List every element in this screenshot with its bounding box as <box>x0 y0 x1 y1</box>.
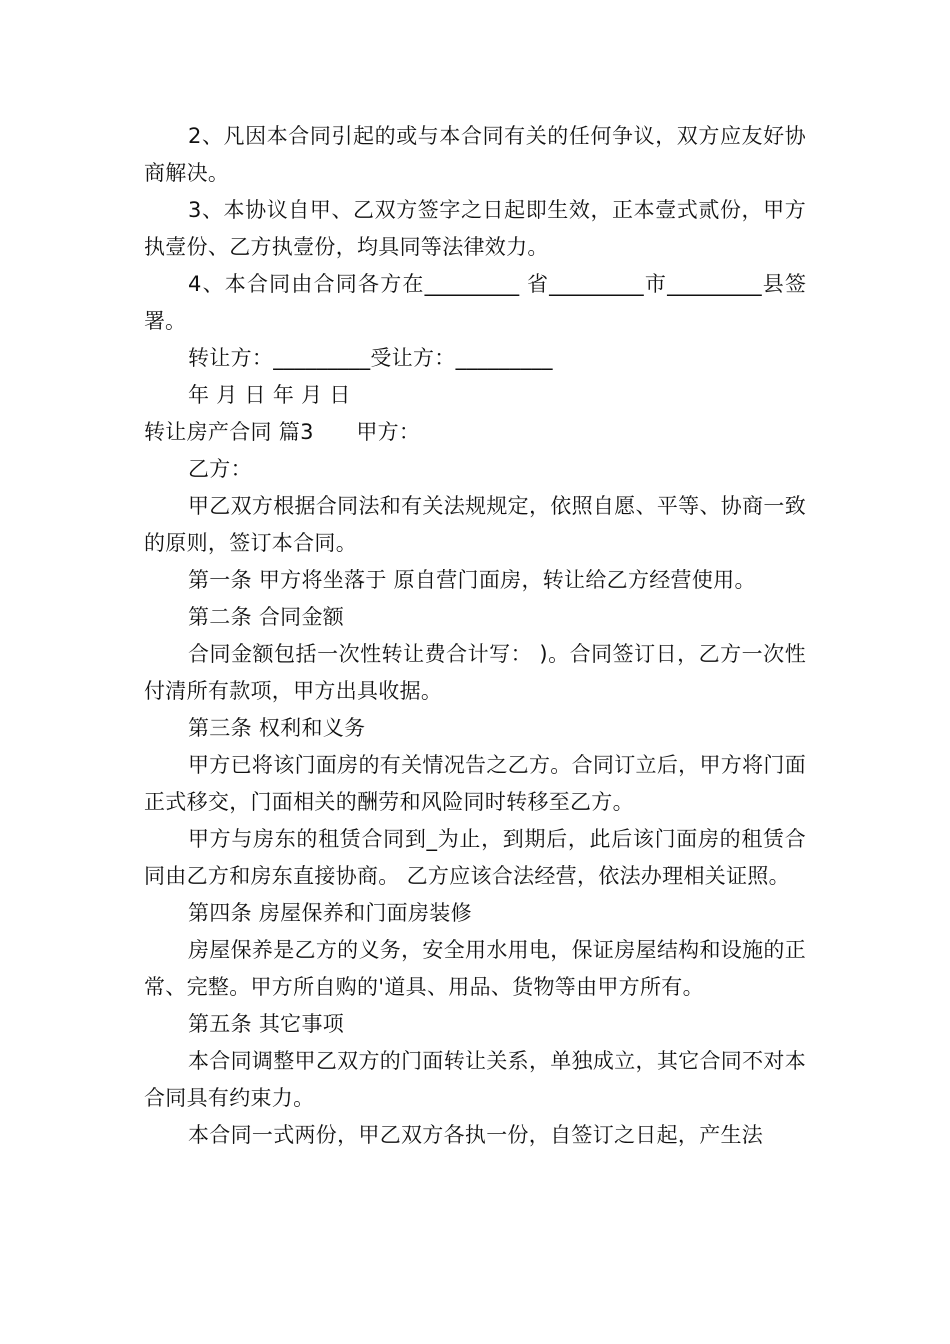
paragraph-signatories: 转让方：_________受让方：_________ <box>188 346 553 370</box>
article-1: 第一条 甲方将坐落于 原自营门面房，转让给乙方经营使用。 <box>188 568 756 592</box>
article-2-heading: 第二条 合同金额 <box>188 605 345 629</box>
article-4-heading: 第四条 房屋保养和门面房装修 <box>188 901 472 925</box>
section-heading-contract-3: 转让房产合同 篇3 甲方： <box>144 420 421 444</box>
paragraph-signing-location: 4、本合同由合同各方在_________ 省_________市_________县签署。 <box>144 272 806 333</box>
article-3-heading: 第三条 权利和义务 <box>188 716 366 740</box>
paragraph-dispute-clause: 2、凡因本合同引起的或与本合同有关的任何争议，双方应友好协商解决。 <box>144 124 806 185</box>
paragraph-dates: 年 月 日 年 月 日 <box>188 383 351 407</box>
article-5-body-2: 本合同一式两份，甲乙双方各执一份，自签订之日起，产生法 <box>188 1123 764 1147</box>
document-body <box>144 118 806 1154</box>
article-2-body: 合同金额包括一次性转让费合计写： )。合同签订日，乙方一次性付清所有款项，甲方出具收据。 <box>144 642 806 703</box>
article-4-body: 房屋保养是乙方的义务，安全用水用电，保证房屋结构和设施的正常、完整。甲方所自购的'道具、用品、货物等由甲方所有。 <box>144 938 806 999</box>
paragraph-party-b: 乙方： <box>188 457 252 481</box>
paragraph-effective-clause: 3、本协议自甲、乙双方签字之日起即生效，正本壹式贰份，甲方执壹份、乙方执壹份，均具同等法律效力。 <box>144 198 806 259</box>
article-5-heading: 第五条 其它事项 <box>188 1012 345 1036</box>
article-3-body-2: 甲方与房东的租赁合同到_为止，到期后，此后该门面房的租赁合同由乙方和房东直接协商。 乙方应该合法经营，依法办理相关证照。 <box>144 827 806 888</box>
paragraph-preamble: 甲乙双方根据合同法和有关法规规定，依照自愿、平等、协商一致的原则，签订本合同。 <box>144 494 806 555</box>
article-3-body-1: 甲方已将该门面房的有关情况告之乙方。合同订立后，甲方将门面正式移交，门面相关的酬劳和风险同时转移至乙方。 <box>144 753 806 814</box>
article-5-body-1: 本合同调整甲乙双方的门面转让关系，单独成立，其它合同不对本合同具有约束力。 <box>144 1049 806 1110</box>
